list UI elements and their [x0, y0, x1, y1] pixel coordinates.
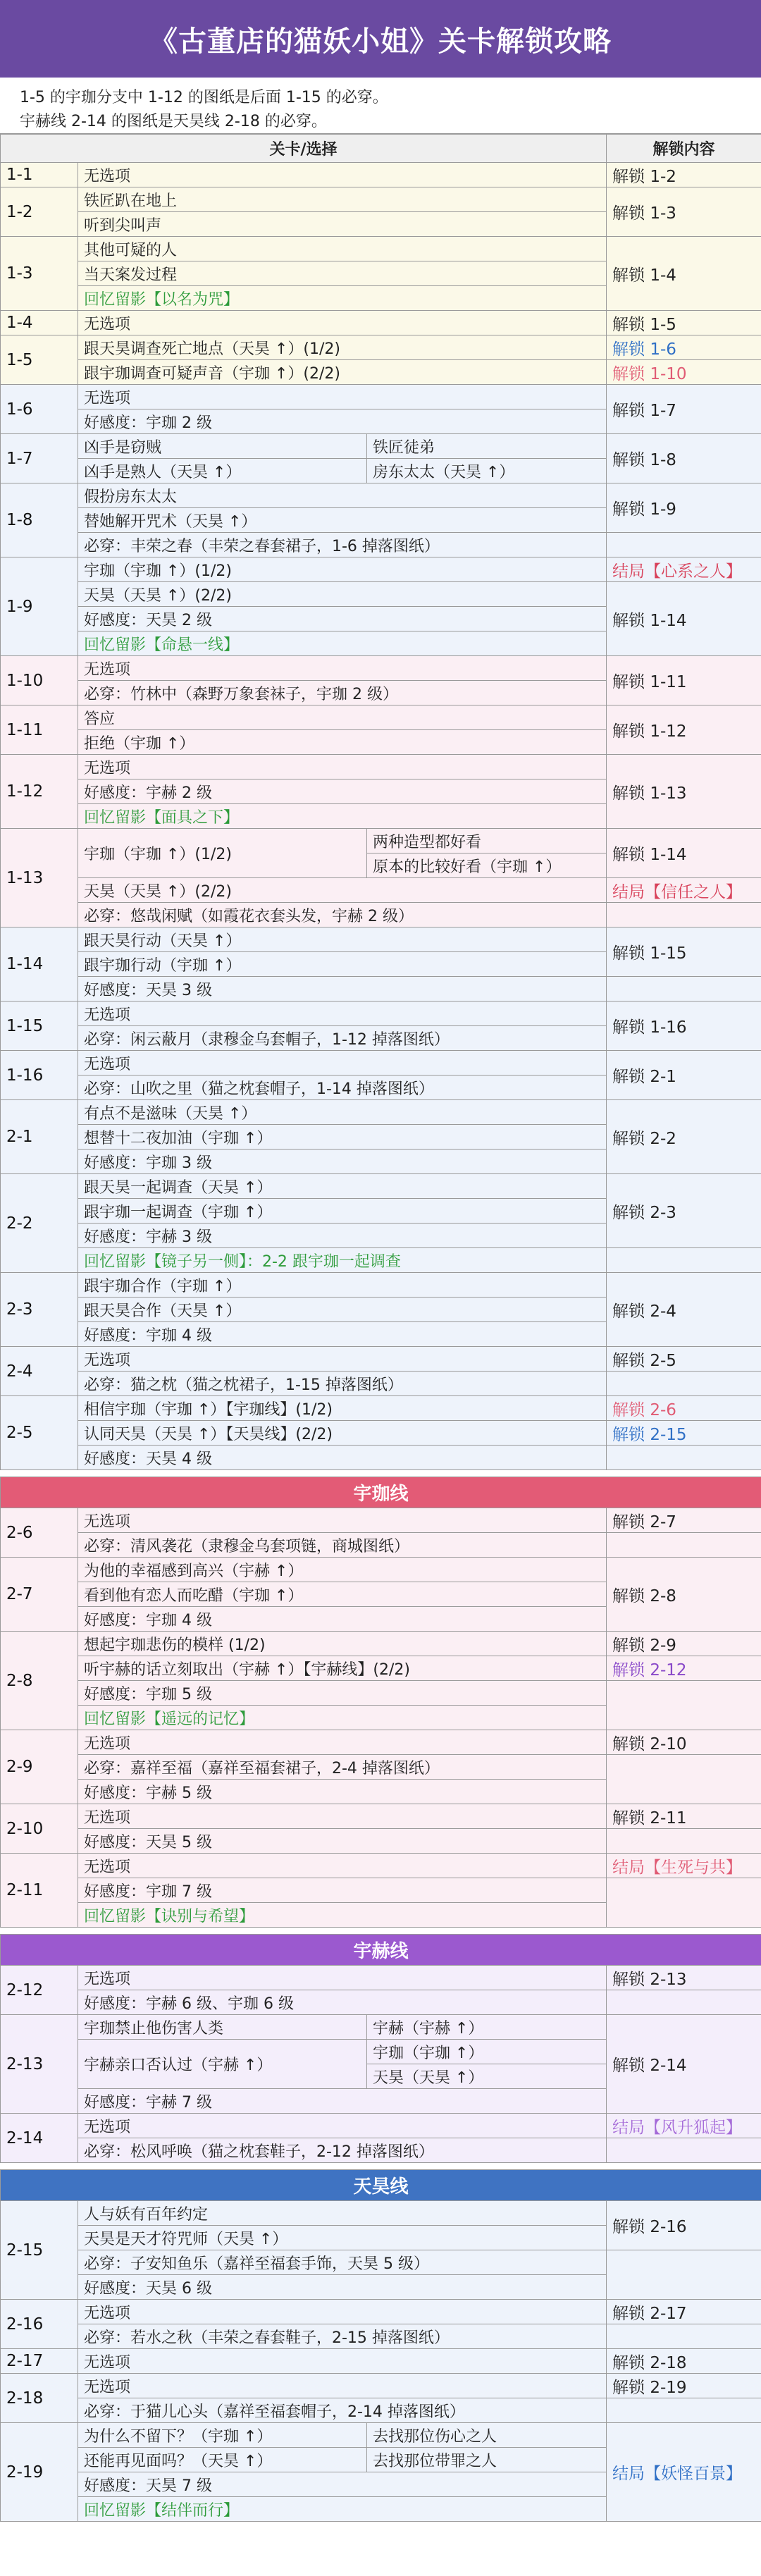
choice-cell: 必穿：若水之秋（丰荣之春套鞋子，2-15 掉落图纸）	[78, 2324, 607, 2349]
choice-cell: 好感度：宇珈 5 级	[78, 1681, 607, 1706]
unlock-cell: 解锁 1-4	[607, 237, 761, 311]
unlock-cell: 解锁 1-7	[607, 385, 761, 434]
table-row	[1, 1878, 761, 1903]
unlock-cell: 结局【心系之人】	[607, 557, 761, 582]
table-row	[1, 483, 761, 508]
unlock-cell: 解锁 1-11	[607, 656, 761, 705]
unlock-cell: 解锁 2-9	[607, 1632, 761, 1656]
unlock-cell	[607, 2250, 761, 2300]
level-id: 2-7	[1, 1558, 78, 1632]
level-id: 1-11	[1, 705, 78, 755]
sub-choice-cell: 两种造型都好看	[367, 829, 607, 853]
choice-cell: 凶手是熟人（天昊 ↑）	[78, 459, 367, 483]
sub-choice-cell: 宇珈（宇珈 ↑）	[367, 2040, 607, 2064]
table-row	[1, 2324, 761, 2349]
choice-cell: 为什么不留下？（宇珈 ↑）	[78, 2423, 367, 2448]
choice-cell: 还能再见面吗？（天昊 ↑）	[78, 2448, 367, 2472]
unlock-cell	[607, 1829, 761, 1854]
table-row	[1, 1508, 761, 1533]
choice-cell: 必穿：嘉祥至福（嘉祥至福套裙子，2-4 掉落图纸）	[78, 1755, 607, 1780]
level-id: 2-19	[1, 2423, 78, 2522]
choice-cell: 好感度：天昊 7 级	[78, 2472, 607, 2497]
level-id: 2-11	[1, 1854, 78, 1928]
choice-cell: 必穿：丰荣之春（丰荣之春套裙子，1-6 掉落图纸）	[78, 533, 607, 557]
section-title: 宇珈线	[1, 1477, 761, 1508]
choice-cell: 替她解开咒术（天昊 ↑）	[78, 508, 607, 533]
table-row	[1, 237, 761, 261]
unlock-cell: 结局【信任之人】	[607, 878, 761, 903]
unlock-cell: 解锁 2-1	[607, 1051, 761, 1100]
choice-cell: 跟宇珈合作（宇珈 ↑）	[78, 1273, 607, 1298]
level-id: 1-9	[1, 557, 78, 656]
choice-cell: 跟天昊一起调查（天昊 ↑）	[78, 1174, 607, 1199]
choice-cell: 必穿：子安知鱼乐（嘉祥至福套手饰，天昊 5 级）	[78, 2250, 607, 2275]
table-row	[1, 1656, 761, 1681]
unlock-cell: 解锁 2-8	[607, 1558, 761, 1632]
unlock-cell: 解锁 1-13	[607, 755, 761, 829]
unlock-cell: 解锁 2-4	[607, 1273, 761, 1347]
gap-cell	[1, 1928, 761, 1935]
level-id: 2-6	[1, 1508, 78, 1558]
section-header	[1, 2170, 761, 2201]
level-id: 1-13	[1, 829, 78, 928]
unlock-cell: 解锁 1-6	[607, 335, 761, 360]
note-line: 1-5 的宇珈分支中 1-12 的图纸是后面 1-15 的必穿。	[20, 89, 388, 106]
choice-cell: 无选项	[78, 2349, 607, 2374]
level-id: 1-4	[1, 311, 78, 335]
table-row	[1, 705, 761, 730]
gap-cell	[1, 1470, 761, 1477]
level-id: 1-1	[1, 163, 78, 187]
table-row	[1, 1533, 761, 1558]
sub-choice-cell: 去找那位伤心之人	[367, 2423, 607, 2448]
table-row	[1, 755, 761, 779]
unlock-cell	[607, 1533, 761, 1558]
unlock-cell: 解锁 1-14	[607, 829, 761, 878]
section-gap	[1, 1470, 761, 1477]
choice-cell: 回忆留影【诀别与希望】	[78, 1903, 607, 1928]
choice-cell: 必穿：悠哉闲赋（如霞花衣套头发，宇赫 2 级）	[78, 903, 607, 928]
choice-cell: 好感度：宇赫 7 级	[78, 2089, 607, 2114]
choice-cell: 无选项	[78, 755, 607, 779]
choice-cell: 无选项	[78, 311, 607, 335]
choice-cell: 其他可疑的人	[78, 237, 607, 261]
choice-cell: 有点不是滋味（天昊 ↑）	[78, 1100, 607, 1125]
choice-cell: 宇珈（宇珈 ↑）(1/2)	[78, 557, 607, 582]
choice-cell: 无选项	[78, 1730, 607, 1755]
table-row	[1, 1558, 761, 1582]
choice-cell: 无选项	[78, 1002, 607, 1026]
table-row	[1, 1372, 761, 1396]
choice-cell: 为他的幸福感到高兴（宇赫 ↑）	[78, 1558, 607, 1582]
choice-cell: 无选项	[78, 1051, 607, 1076]
gap-cell	[1, 2163, 761, 2170]
level-id: 2-8	[1, 1632, 78, 1730]
choice-cell: 相信宇珈（宇珈 ↑）【宇珈线】(1/2)	[78, 1396, 607, 1421]
table-row	[1, 1347, 761, 1372]
table-row	[1, 1632, 761, 1656]
unlock-cell: 解锁 1-14	[607, 582, 761, 656]
table-row	[1, 2114, 761, 2138]
choice-cell: 无选项	[78, 1854, 607, 1878]
section-header	[1, 1477, 761, 1508]
choice-cell: 无选项	[78, 656, 607, 681]
choice-cell: 宇珈禁止他伤害人类	[78, 2015, 367, 2040]
choice-cell: 好感度：天昊 4 级	[78, 1446, 607, 1470]
choice-cell: 跟天昊合作（天昊 ↑）	[78, 1298, 607, 1322]
level-id: 2-16	[1, 2300, 78, 2349]
choice-cell: 无选项	[78, 2374, 607, 2398]
choice-cell: 回忆留影【命悬一线】	[78, 631, 607, 656]
unlock-cell	[607, 2324, 761, 2349]
header-level: 关卡/选择	[1, 135, 607, 163]
table-row	[1, 311, 761, 335]
table-row	[1, 187, 761, 212]
table-row	[1, 1755, 761, 1780]
table-row	[1, 1681, 761, 1706]
table-row	[1, 360, 761, 385]
level-id: 1-10	[1, 656, 78, 705]
choice-cell: 好感度：宇赫 2 级	[78, 779, 607, 804]
table-row	[1, 1804, 761, 1829]
table-row	[1, 2015, 761, 2040]
choice-cell: 好感度：宇赫 6 级、宇珈 6 级	[78, 1990, 607, 2015]
table-row	[1, 2398, 761, 2423]
choice-cell: 无选项	[78, 1804, 607, 1829]
table-row	[1, 2349, 761, 2374]
level-id: 1-8	[1, 483, 78, 557]
table-row	[1, 829, 761, 853]
level-id: 2-9	[1, 1730, 78, 1804]
table-row	[1, 878, 761, 903]
unlock-cell	[607, 977, 761, 1002]
choice-cell: 人与妖有百年约定	[78, 2201, 607, 2226]
table-row	[1, 163, 761, 187]
table-row	[1, 1966, 761, 1990]
unlock-cell: 解锁 1-9	[607, 483, 761, 533]
table-row	[1, 557, 761, 582]
unlock-cell: 解锁 2-3	[607, 1174, 761, 1248]
unlock-cell: 解锁 2-17	[607, 2300, 761, 2324]
level-id: 1-15	[1, 1002, 78, 1051]
table-row	[1, 2423, 761, 2448]
choice-cell: 好感度：宇珈 7 级	[78, 1878, 607, 1903]
section-gap	[1, 2163, 761, 2170]
choice-cell: 必穿：猫之枕（猫之枕裙子，1-15 掉落图纸）	[78, 1372, 607, 1396]
unlock-cell	[607, 1372, 761, 1396]
level-id: 2-5	[1, 1396, 78, 1470]
unlock-cell: 解锁 1-2	[607, 163, 761, 187]
level-id: 1-2	[1, 187, 78, 237]
level-id: 2-3	[1, 1273, 78, 1347]
unlock-cell: 解锁 1-15	[607, 928, 761, 977]
choice-cell: 好感度：宇珈 3 级	[78, 1150, 607, 1174]
table-row	[1, 2201, 761, 2226]
notes	[0, 78, 761, 134]
choice-cell: 必穿：竹林中（森野万象套袜子，宇珈 2 级）	[78, 681, 607, 705]
table-row	[1, 1051, 761, 1076]
choice-cell: 凶手是窃贼	[78, 434, 367, 459]
unlock-cell	[607, 533, 761, 557]
level-id: 1-14	[1, 928, 78, 1002]
section-title: 天昊线	[1, 2170, 761, 2201]
table-row	[1, 533, 761, 557]
choice-cell: 好感度：宇珈 4 级	[78, 1607, 607, 1632]
level-id: 1-3	[1, 237, 78, 311]
unlock-cell: 解锁 1-16	[607, 1002, 761, 1051]
choice-cell: 好感度：宇珈 2 级	[78, 409, 607, 434]
note-line: 宇赫线 2-14 的图纸是天昊线 2-18 的必穿。	[20, 113, 327, 130]
level-id: 1-16	[1, 1051, 78, 1100]
unlock-cell: 解锁 2-13	[607, 1966, 761, 1990]
choice-cell: 必穿：于猫儿心头（嘉祥至福套帽子，2-14 掉落图纸）	[78, 2398, 607, 2423]
choice-cell: 当天案发过程	[78, 261, 607, 286]
table-row	[1, 2138, 761, 2163]
unlock-cell: 解锁 2-16	[607, 2201, 761, 2250]
unlock-cell: 解锁 1-8	[607, 434, 761, 483]
choice-cell: 好感度：天昊 6 级	[78, 2275, 607, 2300]
level-id: 2-13	[1, 2015, 78, 2114]
choice-cell: 好感度：宇赫 3 级	[78, 1224, 607, 1248]
table-row	[1, 1829, 761, 1854]
unlock-cell	[607, 1878, 761, 1928]
unlock-cell	[607, 1755, 761, 1804]
unlock-cell: 结局【妖怪百景】	[607, 2423, 761, 2522]
choice-cell: 好感度：宇珈 4 级	[78, 1322, 607, 1347]
level-id: 2-1	[1, 1100, 78, 1174]
level-id: 2-10	[1, 1804, 78, 1854]
table-row	[1, 1174, 761, 1199]
unlock-cell: 解锁 2-18	[607, 2349, 761, 2374]
sub-choice-cell: 房东太太（天昊 ↑）	[367, 459, 607, 483]
unlock-cell: 结局【生死与共】	[607, 1854, 761, 1878]
choice-cell: 看到他有恋人而吃醋（宇珈 ↑）	[78, 1582, 607, 1607]
choice-cell: 跟宇珈一起调查（宇珈 ↑）	[78, 1199, 607, 1224]
choice-cell: 假扮房东太太	[78, 483, 607, 508]
unlock-cell: 解锁 1-12	[607, 705, 761, 755]
choice-cell: 必穿：清风袭花（隶穆金乌套项链，商城图纸）	[78, 1533, 607, 1558]
sub-choice-cell: 去找那位带罪之人	[367, 2448, 607, 2472]
table-row	[1, 2374, 761, 2398]
unlock-cell: 解锁 2-19	[607, 2374, 761, 2398]
unlock-cell: 解锁 1-5	[607, 311, 761, 335]
table-row	[1, 385, 761, 409]
section-gap	[1, 1928, 761, 1935]
table-row	[1, 1730, 761, 1755]
table-row	[1, 1421, 761, 1446]
level-id: 2-2	[1, 1174, 78, 1273]
level-id: 2-14	[1, 2114, 78, 2163]
unlock-cell: 解锁 2-2	[607, 1100, 761, 1174]
unlock-cell: 解锁 2-12	[607, 1656, 761, 1681]
unlock-cell: 解锁 2-11	[607, 1804, 761, 1829]
table-row	[1, 2300, 761, 2324]
page-title: 《古董店的猫妖小姐》关卡解锁攻略	[0, 0, 761, 78]
level-id: 2-18	[1, 2374, 78, 2423]
level-id: 2-12	[1, 1966, 78, 2015]
choice-cell: 宇赫亲口否认过（宇赫 ↑）	[78, 2040, 367, 2089]
choice-cell: 好感度：天昊 2 级	[78, 607, 607, 631]
table-row	[1, 1446, 761, 1470]
table-row	[1, 1273, 761, 1298]
unlock-cell	[607, 903, 761, 928]
unlock-cell: 解锁 2-10	[607, 1730, 761, 1755]
choice-cell: 必穿：松风呼唤（猫之枕套鞋子，2-12 掉落图纸）	[78, 2138, 607, 2163]
choice-cell: 天昊是天才符咒师（天昊 ↑）	[78, 2226, 607, 2250]
table-row	[1, 928, 761, 952]
choice-cell: 铁匠趴在地上	[78, 187, 607, 212]
unlock-cell: 解锁 2-7	[607, 1508, 761, 1533]
choice-cell: 无选项	[78, 2300, 607, 2324]
table-row	[1, 903, 761, 928]
unlock-cell: 解锁 2-6	[607, 1396, 761, 1421]
table-row	[1, 977, 761, 1002]
sub-choice-cell: 原本的比较好看（宇珈 ↑）	[367, 853, 607, 878]
level-id: 1-7	[1, 434, 78, 483]
choice-cell: 跟天昊行动（天昊 ↑）	[78, 928, 607, 952]
choice-cell: 无选项	[78, 1508, 607, 1533]
choice-cell: 无选项	[78, 2114, 607, 2138]
choice-cell: 必穿：山吹之里（猫之枕套帽子，1-14 掉落图纸）	[78, 1076, 607, 1100]
choice-cell: 无选项	[78, 385, 607, 409]
table-row	[1, 335, 761, 360]
unlock-cell	[607, 1681, 761, 1730]
table-row	[1, 1396, 761, 1421]
unlock-cell	[607, 1248, 761, 1273]
sub-choice-cell: 铁匠徒弟	[367, 434, 607, 459]
level-id: 1-6	[1, 385, 78, 434]
level-id: 2-4	[1, 1347, 78, 1396]
unlock-cell	[607, 2398, 761, 2423]
table-row	[1, 1100, 761, 1125]
table-row	[1, 434, 761, 459]
table-row	[1, 582, 761, 607]
choice-cell: 听宇赫的话立刻取出（宇赫 ↑）【宇赫线】(2/2)	[78, 1656, 607, 1681]
choice-cell: 想起宇珈悲伤的模样 (1/2)	[78, 1632, 607, 1656]
choice-cell: 必穿：闲云蔽月（隶穆金乌套帽子，1-12 掉落图纸）	[78, 1026, 607, 1051]
section-title: 宇赫线	[1, 1935, 761, 1966]
table-row	[1, 2250, 761, 2275]
level-id: 1-12	[1, 755, 78, 829]
choice-cell: 天昊（天昊 ↑）(2/2)	[78, 582, 607, 607]
choice-cell: 回忆留影【以名为咒】	[78, 286, 607, 311]
choice-cell: 无选项	[78, 163, 607, 187]
choice-cell: 好感度：天昊 5 级	[78, 1829, 607, 1854]
unlock-cell: 解锁 2-5	[607, 1347, 761, 1372]
guide-table	[0, 134, 761, 2522]
choice-cell: 宇珈（宇珈 ↑）(1/2)	[78, 829, 367, 878]
unlock-cell: 解锁 1-3	[607, 187, 761, 237]
choice-cell: 天昊（天昊 ↑）(2/2)	[78, 878, 607, 903]
choice-cell: 好感度：天昊 3 级	[78, 977, 607, 1002]
table-row	[1, 1248, 761, 1273]
level-id: 2-15	[1, 2201, 78, 2300]
choice-cell: 无选项	[78, 1347, 607, 1372]
choice-cell: 回忆留影【遥远的记忆】	[78, 1706, 607, 1730]
choice-cell: 好感度：宇赫 5 级	[78, 1780, 607, 1804]
choice-cell: 无选项	[78, 1966, 607, 1990]
unlock-cell: 解锁 2-15	[607, 1421, 761, 1446]
level-id: 1-5	[1, 335, 78, 385]
choice-cell: 想替十二夜加油（宇珈 ↑）	[78, 1125, 607, 1150]
table-row	[1, 1002, 761, 1026]
choice-cell: 回忆留影【镜子另一侧】：2-2 跟宇珈一起调查	[78, 1248, 607, 1273]
table-row	[1, 1990, 761, 2015]
unlock-cell: 解锁 2-14	[607, 2015, 761, 2114]
unlock-cell	[607, 1446, 761, 1470]
table-row	[1, 656, 761, 681]
choice-cell: 回忆留影【结伴而行】	[78, 2497, 607, 2522]
choice-cell: 认同天昊（天昊 ↑）【天昊线】(2/2)	[78, 1421, 607, 1446]
unlock-cell	[607, 2138, 761, 2163]
choice-cell: 拒绝（宇珈 ↑）	[78, 730, 607, 755]
header-unlock: 解锁内容	[607, 135, 761, 163]
choice-cell: 跟宇珈行动（宇珈 ↑）	[78, 952, 607, 977]
unlock-cell: 解锁 1-10	[607, 360, 761, 385]
table-row	[1, 1854, 761, 1878]
choice-cell: 跟宇珈调查可疑声音（宇珈 ↑）(2/2)	[78, 360, 607, 385]
sub-choice-cell: 宇赫（宇赫 ↑）	[367, 2015, 607, 2040]
choice-cell: 听到尖叫声	[78, 212, 607, 237]
unlock-cell: 结局【风升狐起】	[607, 2114, 761, 2138]
choice-cell: 回忆留影【面具之下】	[78, 804, 607, 829]
section-header	[1, 1935, 761, 1966]
choice-cell: 答应	[78, 705, 607, 730]
choice-cell: 跟天昊调查死亡地点（天昊 ↑）(1/2)	[78, 335, 607, 360]
level-id: 2-17	[1, 2349, 78, 2374]
unlock-cell	[607, 1990, 761, 2015]
sub-choice-cell: 天昊（天昊 ↑）	[367, 2064, 607, 2089]
